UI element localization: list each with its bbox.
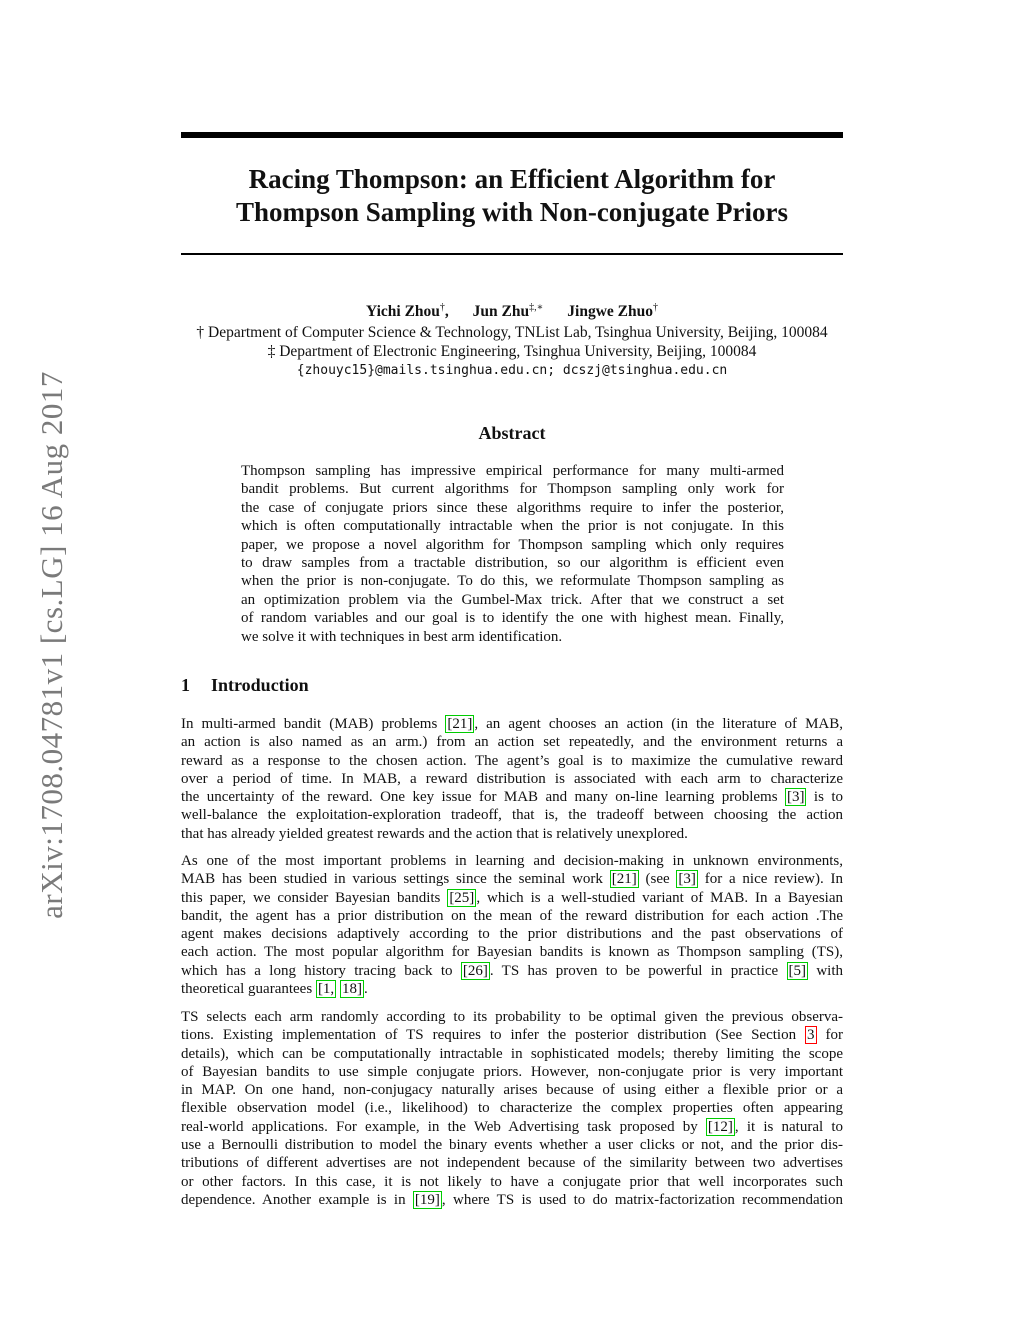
author-block [150, 298, 874, 380]
abstract-line: Thompson sampling has impressive empirical performance for many multi-armed [241, 463, 784, 479]
author-3 [567, 303, 658, 320]
text-run: real-world applications. For example, in the Web Advertising task proposed by [181, 1118, 706, 1135]
abstract-line: an optimization problem via the Gumbel-Max trick. After that we construct a set [241, 591, 784, 608]
citation-link[interactable]: [3] [786, 789, 805, 806]
paragraph-line [181, 1118, 843, 1136]
text-run: , which is a well-studied variant of MAB. In a Bayesian [476, 889, 843, 906]
paragraph-line: an action is also named as an arm.) from an action set repeatedly, and the environment returns a [181, 734, 843, 751]
author-2 [473, 303, 544, 320]
text-run: is to [806, 789, 843, 806]
text-run: , it is natural to [734, 1118, 843, 1135]
paper-title [181, 163, 843, 229]
paragraph-line [181, 980, 843, 998]
paragraph-line [181, 1026, 843, 1044]
paragraph-line: reward as a response to the chosen action. The agent’s goal is to maximize the cumulative reward [181, 752, 843, 769]
text-run: theoretical guarantees [181, 981, 316, 998]
author-2-mark: ‡,∗ [529, 302, 544, 313]
arxiv-stamp-text: arXiv:1708.04781v1 [cs.LG] 16 Aug 2017 [34, 371, 70, 919]
intro-paragraph-1 [181, 715, 843, 843]
paragraph-line: agent makes decisions adaptively according to the prior distributions and the past observations of [181, 926, 843, 943]
abstract-heading: Abstract [478, 423, 546, 443]
paragraph-line: or other factors. In this case, it is not likely to have a conjugate prior that well incorporates such [181, 1173, 843, 1190]
paragraph-line [181, 788, 843, 806]
paragraph-line: bandit, the agent has a prior distribution on the mean of the reward distribution for each action .The [181, 907, 843, 924]
text-run: tions. Existing implementation of TS requires to infer the posterior distribution (See Section [181, 1027, 806, 1044]
intro-paragraph-2 [181, 852, 843, 998]
author-1-name: Yichi Zhou [365, 303, 440, 321]
text-run: with [808, 962, 843, 979]
section-title: Introduction [211, 675, 309, 695]
arxiv-stamp [30, 350, 74, 940]
paragraph-line: that has already yielded greatest rewards and the action that is relatively unexplored. [181, 825, 688, 842]
section-heading-introduction [181, 675, 309, 696]
author-3-name: Jingwe Zhuo [567, 303, 654, 321]
citation-link[interactable]: [21] [611, 871, 637, 888]
citation-link[interactable]: [21] [447, 716, 473, 732]
citation-link[interactable]: [26] [462, 962, 488, 979]
title-rule-bottom [181, 253, 843, 255]
paragraph-line: details), which can be computationally intractable in sophisticated models; thereby limiting the scope [181, 1045, 843, 1062]
text-run: for [816, 1027, 843, 1044]
abstract-line: of random variables and our goal is to identify the one with highest mean. Finally, [241, 610, 784, 627]
section-ref-link[interactable]: 3 [807, 1027, 815, 1044]
paragraph-line: TS selects each arm randomly according to its probability to be optimal given the previous observa- [181, 1009, 843, 1025]
paragraph-line: each action. The most popular algorithm for Bayesian bandits is known as Thompson sampling (TS), [181, 944, 843, 961]
paragraph-line [181, 1191, 843, 1209]
citation-link[interactable]: [1, [317, 981, 335, 998]
paragraph-line: tributions of different advertises are not independent because of the similarity between two advertises [181, 1155, 843, 1172]
paragraph-line: flexible observation model (i.e., likelihood) to characterize the complex properties often appearing [181, 1100, 843, 1117]
abstract-line: when the prior is non-conjugate. To do this, we reformulate Thompson sampling as [241, 573, 784, 590]
author-2-name: Jun Zhu [472, 303, 530, 321]
text-run: In multi-armed bandit (MAB) problems [181, 716, 446, 732]
citation-link[interactable]: [3] [678, 871, 696, 888]
abstract-line: we solve it with techniques in best arm identification. [241, 628, 563, 645]
text-run: for a nice review). In [697, 871, 844, 888]
section-number: 1 [181, 675, 190, 695]
citation-link[interactable]: 18] [341, 981, 362, 998]
text-run: dependence. Another example is in [181, 1191, 413, 1208]
text-run: MAB has been studied in various settings since the seminal work [181, 871, 610, 888]
author-names [150, 298, 874, 321]
affiliation-2: ‡ Department of Electronic Engineering, Tsinghua University, Beijing, 100084 [267, 343, 757, 361]
text-run: this paper, we consider Bayesian bandits [181, 889, 448, 906]
citation-link[interactable]: [19] [414, 1191, 440, 1208]
author-emails: {zhouyc15}@mails.tsinghua.edu.cn; dcszj@tsinghua.edu.cn [296, 363, 728, 379]
title-line-2: Thompson Sampling with Non-conjugate Priors [235, 197, 789, 227]
abstract-line: bandit problems. But current algorithms for Thompson sampling only work for [241, 481, 784, 498]
abstract-line: to draw samples from a tractable distribution, so our algorithm is efficient even [241, 555, 784, 572]
paragraph-line: in MAP. On one hand, non-conjugacy naturally arises because of using either a flexible prior or a [181, 1082, 843, 1099]
author-1-sep: , [444, 303, 449, 321]
paragraph-line: over a period of time. In MAB, a reward distribution is associated with each arm to characterize [181, 770, 843, 787]
text-run: the uncertainty of the reward. One key issue for MAB and many on-line learning problems [181, 789, 785, 806]
citation-link[interactable]: [5] [788, 962, 806, 979]
author-3-mark: † [653, 302, 659, 313]
text-run: which has a long history tracing back to [181, 962, 461, 979]
citation-link[interactable]: [25] [449, 889, 475, 906]
author-1-mark: † [439, 302, 445, 313]
paragraph-line: As one of the most important problems in learning and decision-making in unknown environments, [181, 853, 843, 869]
text-run: . TS has proven to be powerful in practice [489, 962, 787, 979]
text-run: , an agent chooses an action (in the literature of MAB, [474, 716, 844, 732]
abstract-body [241, 462, 784, 646]
abstract-line: which is often computationally intractable when the prior is not conjugate. In this [241, 518, 784, 535]
abstract-line: paper, we propose a novel algorithm for Thompson sampling which only requires [241, 536, 784, 553]
paragraph-line [181, 870, 843, 888]
paragraph-line: use a Bernoulli distribution to model the binary events whether a user clicks or not, and the prior dis- [181, 1137, 843, 1154]
abstract-line: the case of conjugate priors since these algorithms require to infer the posterior, [241, 499, 784, 516]
paragraph-line [181, 715, 843, 733]
title-rule-top [181, 132, 843, 138]
intro-paragraph-3 [181, 1008, 843, 1209]
text-run: . [363, 981, 368, 998]
paragraph-line: of Bayesian bandits to use simple conjugate priors. However, non-conjugate prior is very important [181, 1063, 843, 1080]
title-line-1: Racing Thompson: an Efficient Algorithm for [248, 164, 776, 194]
author-1 [366, 303, 449, 320]
paragraph-line [181, 962, 843, 980]
text-run: (see [638, 871, 677, 888]
citation-link[interactable]: [12] [707, 1118, 733, 1135]
text-run: , where TS is used to do matrix-factorization recommendation [441, 1191, 843, 1208]
paragraph-line: well-balance the exploitation-exploration tradeoff, that is, the tradeoff between choosing the action [181, 807, 843, 824]
paragraph-line [181, 889, 843, 907]
affiliation-1: † Department of Computer Science & Technology, TNList Lab, Tsinghua University, Beijing, 100084 [196, 324, 828, 342]
